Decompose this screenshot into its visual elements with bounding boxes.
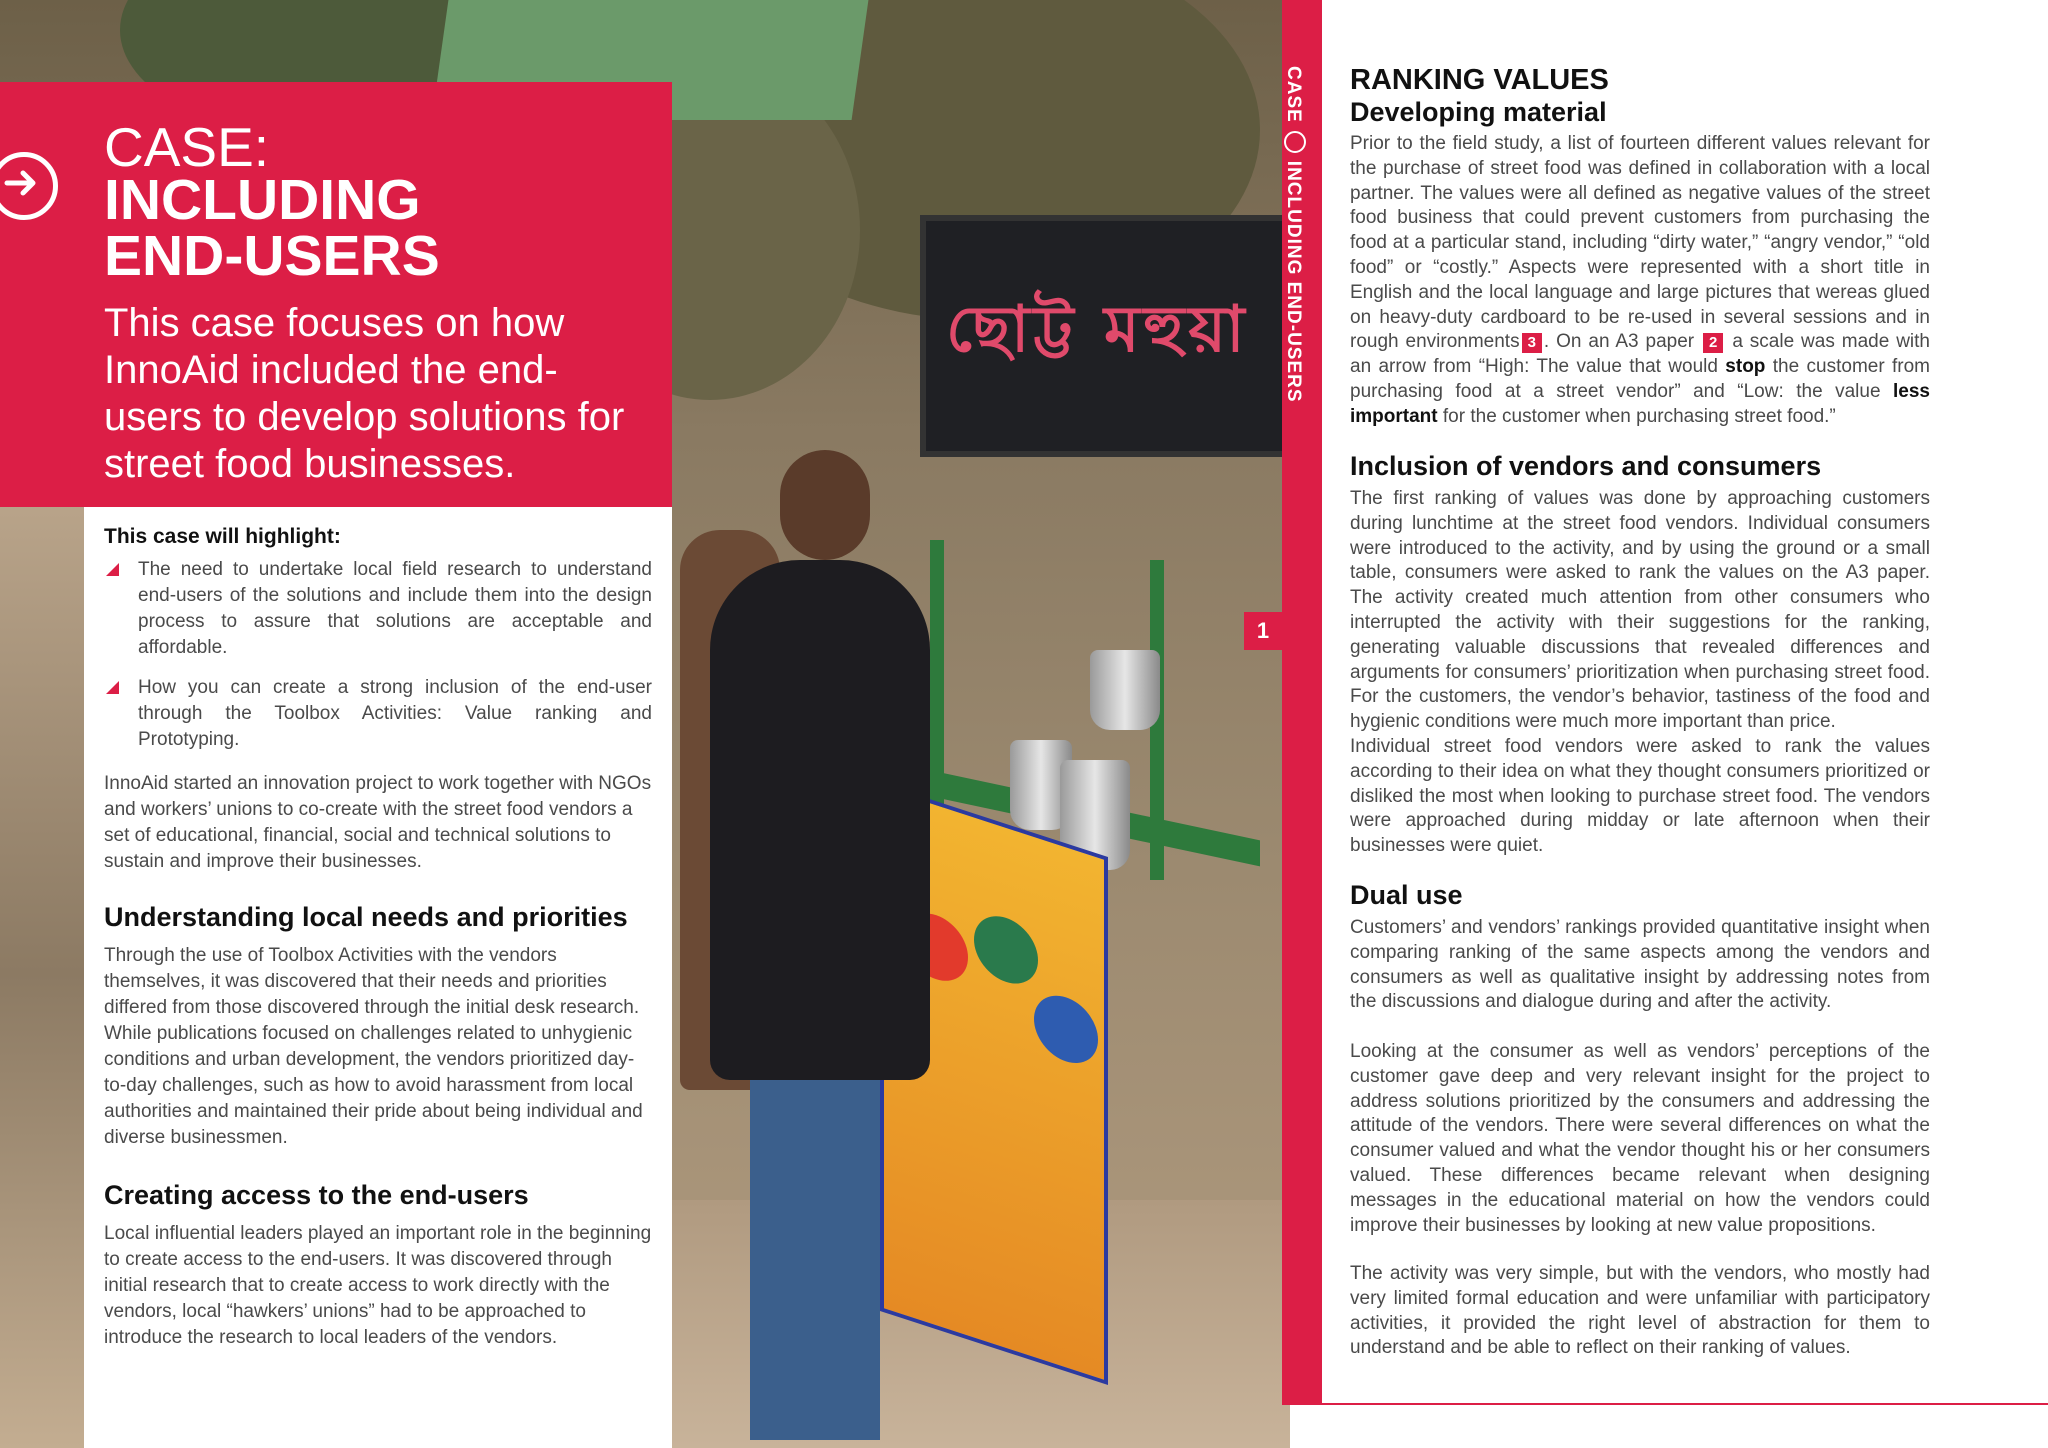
strip-label-case: CASE: [1282, 66, 1304, 123]
triangle-bullet-icon: [106, 563, 119, 576]
case-kicker: CASE:: [104, 116, 270, 178]
highlight-item: The need to undertake local field research to understand end-users of the solutions and include them into the design process to assure that solutions are acceptable and affordable.: [104, 557, 652, 661]
dual-use-paragraph-3: The activity was very simple, but with the vendors, who mostly had very limited formal education and were unfamiliar with participatory activities, it provided the right level of abstraction for them to understand and be able to reflect on their ranking of values.: [1350, 1263, 1930, 1359]
dual-use-paragraph-2: Looking at the consumer as well as vendors’ perceptions of the customer gave deep and very relevant insight for the project to address solutions prioritized by the consumers and addressing the attitude of the vendors. There were several differences on what the consumer valued and what the vendor thought his or her consumers valued. These differences became relevant when designing messages in the educational material on how the vendors could improve their businesses by looking at new value propositions.: [1350, 1041, 1930, 1236]
stall-signboard: ছোট্ট মহুয়া: [920, 215, 1290, 457]
arrow-right-circle-icon: [0, 152, 58, 220]
picture-ref-3: 3: [1522, 333, 1542, 353]
case-title-line-1: INCLUDING: [104, 168, 421, 232]
inclusion-paragraph-2: Individual street food vendors were asked to rank the values according to their idea on what they thought consumers prioritized or disliked the most when looking to purchase street food. The vendors were approached during midday or late afternoon when their businesses were quiet.: [1350, 736, 1930, 857]
section-body-understanding: Through the use of Toolbox Activities with the vendors themselves, it was discovered that their needs and priorities differed from those discovered through the initial desk research. While publications focused on challenges related to unhygienic conditions and urban development, the vendors prioritized day-to-day challenges, such as how to avoid harassment from local authorities and maintained their pride about being individual and diverse businessmen.: [104, 945, 643, 1148]
inclusion-paragraph-1: The first ranking of values was done by approaching customers during lunchtime at the street food vendors. Individual consumers were introduced to the activity, and by using the ground or a small table, consumers were asked to rank the values on the A3 paper. The activity created much attention from other consumers who interrupted the activity with their suggestions for the ranking, generating valuable discussions that revealed differences and arguments for consumers’ prioritization when purchasing street food. For the customers, the vendor’s behavior, tastiness of the food and hygienic conditions were much more important than price.: [1350, 488, 1930, 733]
arrow-circle-icon: [1284, 131, 1306, 153]
ranking-values-title: RANKING VALUES: [1350, 64, 1609, 96]
bottom-rule: [1322, 1403, 2048, 1405]
developing-material-heading: Developing material: [1350, 97, 1607, 127]
dual-use-heading: Dual use: [1350, 880, 1463, 910]
highlight-item: How you can create a strong inclusion of the end-user through the Toolbox Activities: Value ranking and Prototyping.: [104, 675, 652, 753]
section-body-access: Local influential leaders played an important role in the beginning to create access to the end-users. It was discovered through initial research that to create access to work directly with the vendors, local “hawkers’ unions” had to be approached to introduce the research to local leaders of the vendors.: [104, 1223, 652, 1348]
highlight-list: [104, 557, 652, 753]
vendor-figure: [710, 560, 930, 1080]
developing-material-paragraph: Prior to the field study, a list of fourteen different values relevant for the purchase of street food was defined in collaboration with a local partner. The values were all defined as negative values of the street food business that could prevent customers from purchasing the food at a particular stand, including “dirty water,” “angry vendor,” “old food” or “costly.” Aspects were represented with a short title in English and the local language and large pictures that wereas glued on heavy-duty cardboard to be re-used in several sessions and in rough environments 3 . On an A3 paper 2 a scale was made with an arrow from “High: The value that would stop the customer from purchasing food at a street vendor” and “Low: the value less important for the customer when purchasing street food.”: [1350, 133, 1931, 427]
photo-marker: 1: [1244, 612, 1282, 650]
case-subtitle: This case focuses on how InnoAid included the end-users to develop solutions for street food businesses.: [104, 301, 625, 486]
vertical-section-label: [1282, 66, 1304, 403]
case-title: [104, 168, 440, 288]
triangle-bullet-icon: [106, 681, 119, 694]
left-text-column: [84, 507, 672, 1448]
case-title-panel: [0, 82, 672, 507]
inclusion-heading: Inclusion of vendors and consumers: [1350, 451, 1822, 481]
section-heading-access: Creating access to the end-users: [104, 1180, 529, 1210]
case-title-line-2: END-USERS: [104, 224, 440, 288]
highlight-heading: This case will highlight:: [104, 525, 341, 548]
intro-paragraph: InnoAid started an innovation project to work together with NGOs and workers’ unions to co-create with the street food vendors a set of educational, financial, social and technical solutions to sustain and improve their businesses.: [104, 773, 652, 872]
strip-label-topic: INCLUDING END-USERS: [1282, 160, 1304, 403]
picture-ref-2: 2: [1703, 333, 1723, 353]
dual-use-paragraph-1: Customers’ and vendors’ rankings provided quantitative insight when comparing ranking of the same aspects among the vendors and consumers as well as qualitative insight by addressing notes from the discussions and dialogue during and after the activity.: [1350, 917, 1930, 1013]
section-heading-understanding: Understanding local needs and priorities: [104, 902, 628, 932]
